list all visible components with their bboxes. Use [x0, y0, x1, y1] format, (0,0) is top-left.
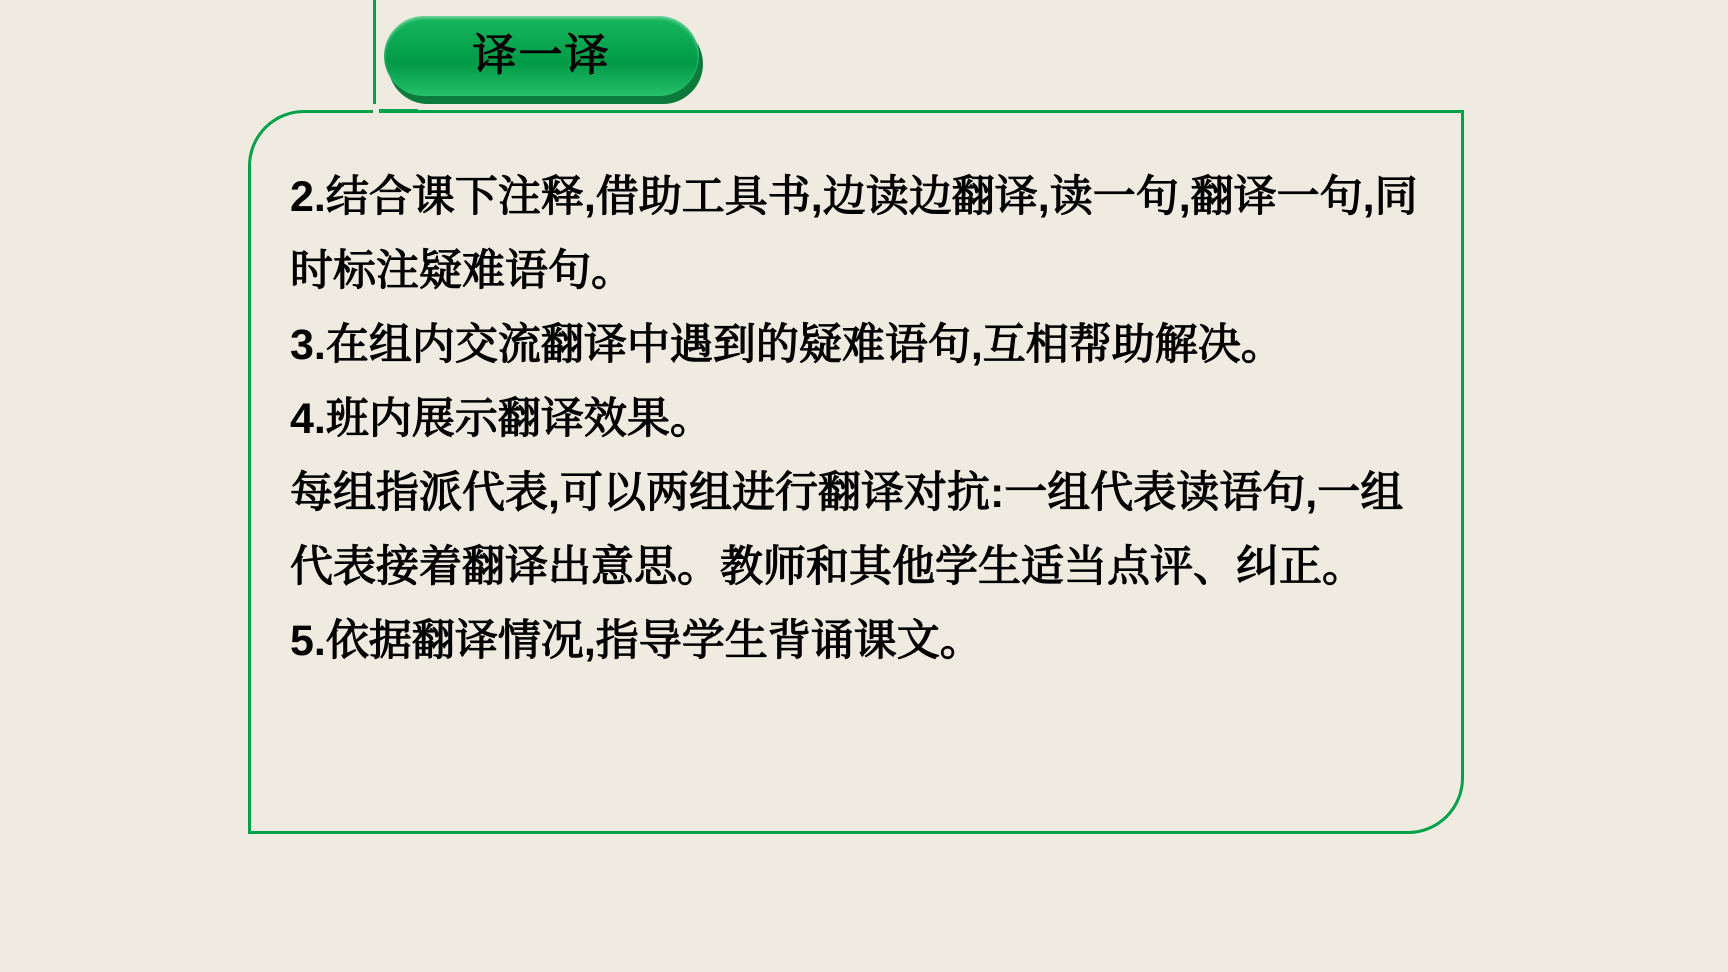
paragraph-4: 每组指派代表,可以两组进行翻译对抗:一组代表读语句,一组代表接着翻译出意思。教师和其他学生适当点评、纠正。 — [290, 469, 1404, 591]
frame-top-mask — [373, 104, 379, 118]
paragraph-2: 3.在组内交流翻译中遇到的疑难语句,互相帮助解决。 — [290, 321, 1284, 369]
paragraph-5: 5.依据翻译情况,指导学生背诵课文。 — [290, 617, 983, 665]
title-tab — [373, 0, 713, 112]
slide-title: 译一译 — [472, 31, 611, 80]
paragraph-1: 2.结合课下注释,借助工具书,边读边翻译,读一句,翻译一句,同时标注疑难语句。 — [290, 173, 1418, 295]
tab-bracket-vertical — [373, 0, 376, 112]
paragraph-3: 4.班内展示翻译效果。 — [290, 395, 713, 443]
content-body — [290, 160, 1430, 678]
